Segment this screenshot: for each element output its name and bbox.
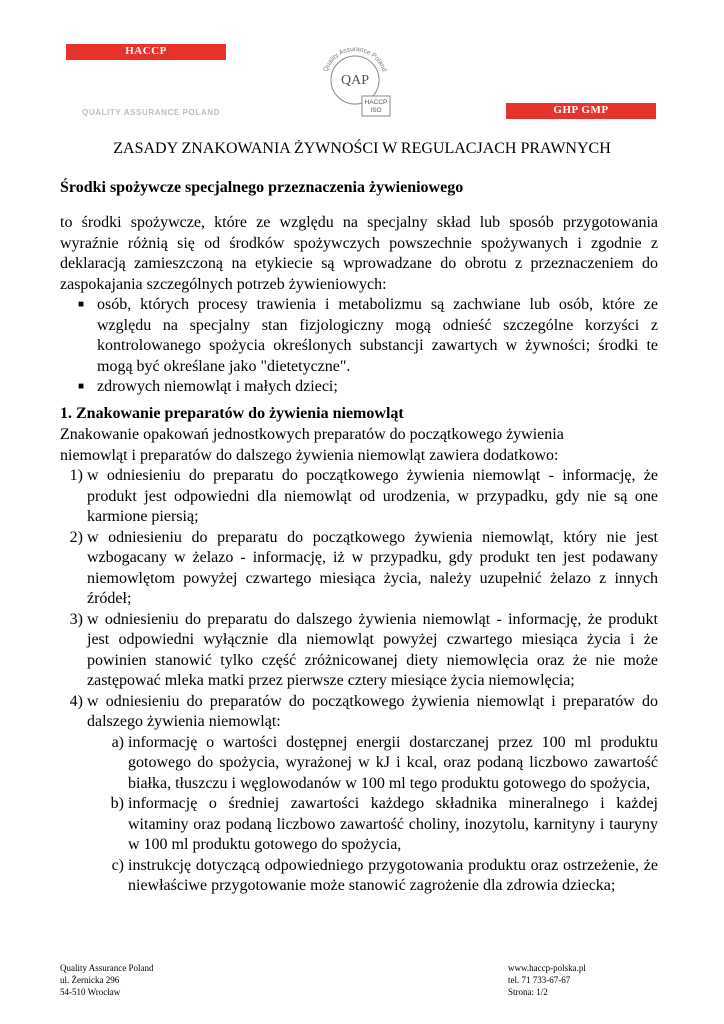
- bullet-list: [60, 295, 658, 398]
- list-item: 1) w odniesieniu do preparatu do początkowego żywienia niemowląt - informację, że produkt jest odpowiedni dla niemowląt od urodzenia, w przypadku, gdy nie są one karmione piersią;: [69, 467, 658, 525]
- section-heading-infant-formula: 1. Znakowanie preparatów do żywienia niemowląt: [60, 405, 404, 422]
- ghp-gmp-banner: GHP GMP: [506, 103, 656, 119]
- section-heading-special-foods: Środki spożywcze specjalnego przeznaczenia żywieniowego: [60, 179, 464, 196]
- bullet-square-icon: ■: [78, 299, 85, 310]
- logo-ring-text: Quality Assurance Poland: [322, 45, 388, 73]
- definition-paragraph: to środki spożywcze, które ze względu na specjalny skład lub sposób przygotowania wyraźnie różnią się od środków spożywczych powszechnie spożywanych i zgodnie z deklaracją zamieszczoną na etykiecie są wprowadzane do obrotu z przeznaczeniem do zaspokajania szczególnych potrzeb żywieniowych:: [60, 214, 658, 293]
- sub-list-item: b) informację o średniej zawartości każdego składnika mineralnego i każdej witaminy oraz podaną liczbowo zawartość choliny, inozytolu, karnityny i tauryny w 100 ml produktu gotowego do spożycia,: [110, 795, 658, 853]
- page-number: Strona: 1/2: [508, 987, 548, 997]
- svg-text:Quality Assurance Poland: [322, 46, 387, 73]
- list-item: 2) w odniesieniu do preparatu do początkowego żywienia niemowląt, który nie jest wzbogacany w żelazo - informację, iż w przypadku, gdy produkt ten jest podawany niemowlętom powyżej czwartego miesiąca życia, należy uzupełnić żelazo z innych źródeł;: [69, 528, 658, 607]
- footer-contact: www.haccp-polska.pl tel. 71 733-67-67 Strona: 1/2: [508, 963, 586, 997]
- qap-logo: [312, 40, 398, 120]
- sub-list-item: a) informację o wartości dostępnej energii dostarczanej przez 100 ml produktu gotowego do spożycia, wyrażonej w kJ i kcal, oraz podaną liczbowo zawartość białka, tłuszczu i węglowodanów w 100 ml tego produktu gotowego do spożycia,: [111, 733, 658, 792]
- list-item: 4) w odniesieniu do preparatów do początkowego żywienia niemowląt i preparatów do dalszego żywienia niemowląt:: [69, 692, 658, 730]
- footer-website-link[interactable]: www.haccp-polska.pl: [508, 963, 586, 973]
- haccp-banner: HACCP: [66, 44, 226, 60]
- section-intro: Znakowanie opakowań jednostkowych preparatów do początkowego żywienia niemowląt i preparatów do dalszego żywienia niemowląt zawiera dodatkowo:: [60, 426, 564, 464]
- list-item: ■ osób, których procesy trawienia i metabolizmu są zachwiane lub osób, które ze względu na specjalny stan fizjologiczny mogą odnieść szczególne korzyści z kontrolowanego spożycia określonych substancji zawartych w żywności; środki te mogą być określane jako "dietetyczne".: [60, 295, 658, 377]
- bullet-square-icon: ■: [78, 381, 85, 392]
- numbered-list: [60, 466, 658, 897]
- logo-sub-line2: ISO: [370, 107, 382, 114]
- list-item: 3) w odniesieniu do preparatu do dalszego żywienia niemowląt - informację, że produkt jest odpowiedni wyłącznie dla niemowląt powyżej czwartego miesiąca życia i że powinien stanowić tylko część zróżnicowanej diety niemowlęcia oraz że nie może zastępować mleka matki przez pierwsze cztery miesiące życia niemowlęcia;: [69, 610, 658, 689]
- logo-sub-line1: HACCP: [364, 99, 388, 106]
- logo-mark-text: QAP: [340, 73, 370, 88]
- sub-list-item: c) instrukcję dotyczącą odpowiedniego przygotowania produktu oraz ostrzeżenie, że niewłaściwe przygotowanie może stanowić zagrożenie dla zdrowia dziecka;: [111, 856, 658, 894]
- document-title: ZASADY ZNAKOWANIA ŻYWNOŚCI W REGULACJACH PRAWNYCH: [113, 140, 611, 157]
- footer-address: Quality Assurance Poland ul. Żernicka 296 54-510 Wrocław: [60, 963, 154, 997]
- list-item: ■ zdrowych niemowląt i małych dzieci;: [60, 377, 658, 398]
- company-tagline: QUALITY ASSURANCE POLAND: [82, 108, 220, 117]
